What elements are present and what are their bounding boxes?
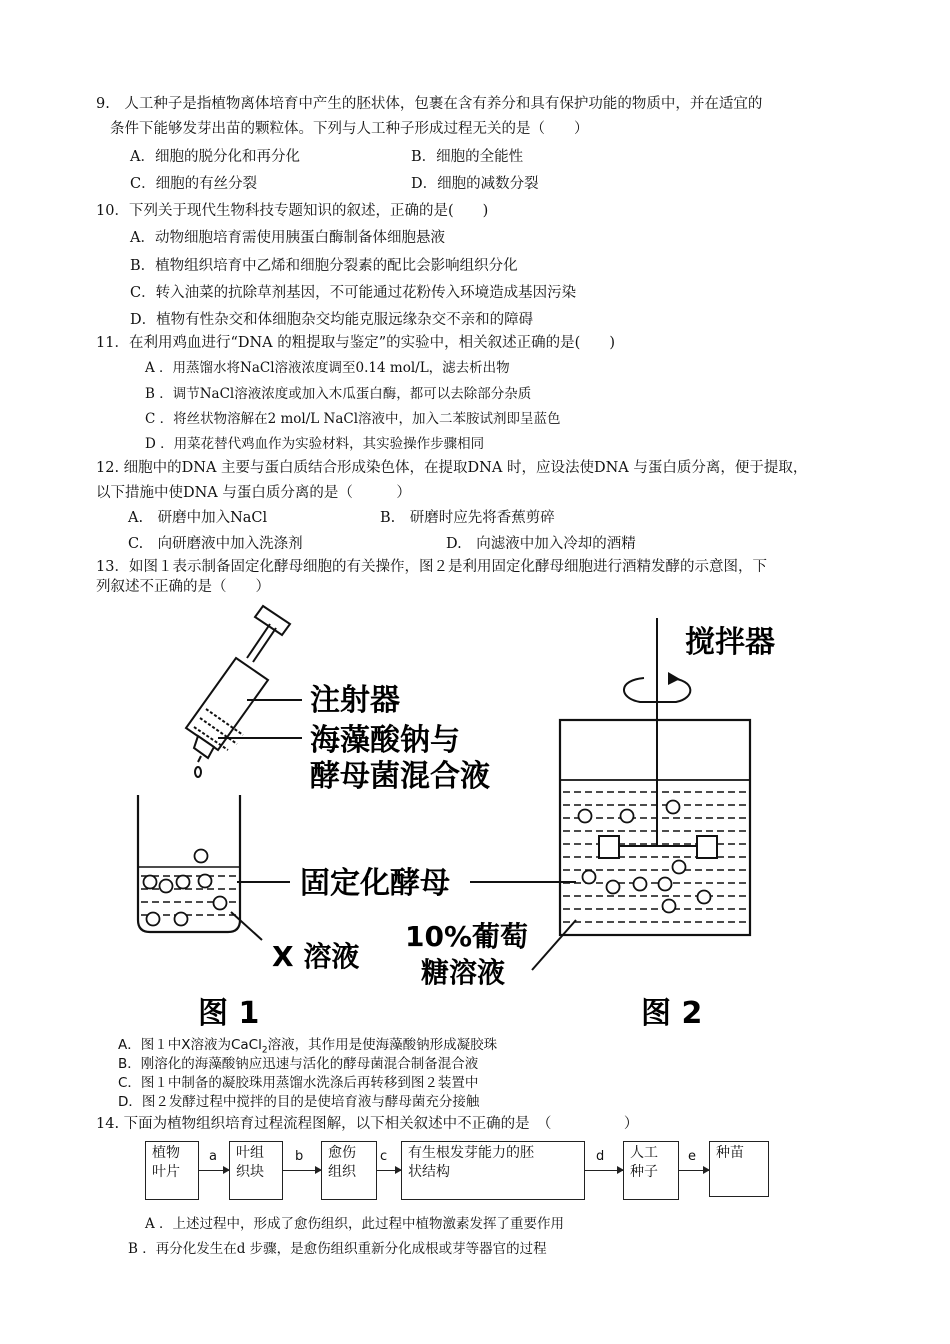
- figure-1-caption: 图 1: [198, 996, 260, 1031]
- q9-stem-line2: 条件下能够发芽出苗的颗粒体。下列与人工种子形成过程无关的是（ ）: [110, 121, 589, 137]
- q9-option-a: A．细胞的脱分化和再分化: [130, 149, 300, 165]
- q11-option-a: A ．用蒸馏水将NaCl溶液浓度调至0.14 mol/L，滤去析出物: [145, 360, 510, 376]
- flow-arrow-b: [283, 1170, 321, 1171]
- q9-stem-line1: 9. 人工种子是指植物离体培育中产生的胚状体，包裹在含有养分和具有保护功能的物质中，并在适宜的: [96, 96, 763, 112]
- q12-option-a: A. 研磨中加入NaCl: [128, 510, 268, 526]
- flow-box-embryoid: 有生根发芽能力的胚 状结构: [401, 1141, 585, 1200]
- q14-option-a: A ．上述过程中，形成了愈伤组织，此过程中植物激素发挥了重要作用: [145, 1216, 565, 1232]
- flow-arrow-d: [585, 1170, 623, 1171]
- q11-stem: 11．在利用鸡血进行“DNA 的粗提取与鉴定”的实验中，相关叙述正确的是( ): [96, 335, 615, 351]
- q10-option-a: A．动物细胞培育需使用胰蛋白酶制备体细胞悬液: [130, 230, 445, 246]
- figure-2-caption: 图 2: [641, 996, 703, 1031]
- label-mixture-line1: 海藻酸钠与: [310, 723, 460, 758]
- flow-box-artificial-seed: 人工 种子: [623, 1141, 679, 1200]
- q13-option-c: C．图１中制备的凝胶珠用蒸馏水洗涤后再转移到图２装置中: [118, 1075, 479, 1091]
- flow-label-c: c: [380, 1149, 388, 1164]
- q10-stem: 10．下列关于现代生物科技专题知识的叙述，正确的是( ): [96, 203, 489, 219]
- syringe-illustration: [186, 606, 290, 777]
- flow-arrow-e: [679, 1170, 709, 1171]
- q12-stem-line2: 以下措施中使DNA 与蛋白质分离的是（ ）: [96, 485, 411, 501]
- q10-option-d: D．植物有性杂交和体细胞杂交均能克服远缘杂交不亲和的障碍: [130, 312, 534, 328]
- q12-option-c: C. 向研磨液中加入洗涤剂: [128, 536, 303, 552]
- q9-option-c: C．细胞的有丝分裂: [130, 176, 258, 192]
- flow-arrow-c: [377, 1170, 401, 1171]
- q13-stem-line1: 13．如图１表示制备固定化酵母细胞的有关操作，图２是利用固定化酵母细胞进行酒精发酵的示意图，下: [96, 559, 767, 575]
- q14-stem: 14. 下面为植物组织培育过程流程图解，以下相关叙述中不正确的是 （ ）: [96, 1116, 639, 1132]
- q14-option-b: B ．再分化发生在d 步骤，是愈伤组织重新分化成根或芽等器官的过程: [128, 1241, 547, 1257]
- q11-option-c: C ．将丝状物溶解在2 mol/L NaCl溶液中，加入二苯胺试剂即呈蓝色: [145, 411, 561, 427]
- q12-option-b: B. 研磨时应先将香蕉剪碎: [380, 510, 555, 526]
- flow-label-a: a: [209, 1149, 217, 1164]
- label-glucose-line1: 10%葡萄: [405, 920, 529, 953]
- q10-option-b: B．植物组织培育中乙烯和细胞分裂素的配比会影响组织分化: [130, 258, 518, 274]
- label-x-solution: X 溶液: [272, 940, 360, 973]
- beaker-illustration: [138, 795, 240, 932]
- q12-option-d: D. 向滤液中加入冷却的酒精: [446, 536, 636, 552]
- flow-label-e: e: [688, 1149, 696, 1164]
- q10-option-c: C．转入油菜的抗除草剂基因，不可能通过花粉传入环境造成基因污染: [130, 285, 577, 301]
- label-stirrer: 搅拌器: [685, 625, 775, 660]
- label-syringe: 注射器: [310, 683, 400, 718]
- label-glucose-line2: 糖溶液: [421, 956, 506, 989]
- q9-option-b: B．细胞的全能性: [411, 149, 524, 165]
- flow-label-b: b: [295, 1149, 304, 1164]
- flow-label-d: d: [596, 1149, 605, 1164]
- flow-box-leaf: 植物 叶片: [145, 1141, 199, 1200]
- flow-box-callus: 愈伤 组织: [321, 1141, 377, 1200]
- label-mixture-line2: 酵母菌混合液: [310, 759, 490, 794]
- q13-stem-line2: 列叙述不正确的是（ ）: [96, 579, 270, 595]
- flow-box-tissue-block: 叶组 织块: [229, 1141, 283, 1200]
- flow-box-seedling: 种苗: [709, 1141, 769, 1197]
- q11-option-d: D ．用菜花替代鸡血作为实验材料，其实验操作步骤相同: [145, 436, 485, 452]
- fermenter-illustration: [560, 618, 750, 935]
- flow-arrow-a: [199, 1170, 229, 1171]
- q11-option-b: B ．调节NaCl溶液浓度或加入木瓜蛋白酶，都可以去除部分杂质: [145, 386, 532, 402]
- label-immobilized-yeast: 固定化酵母: [300, 866, 450, 901]
- q13-option-b: B．刚溶化的海藻酸钠应迅速与活化的酵母菌混合制备混合液: [118, 1056, 479, 1072]
- q13-figure: [0, 600, 950, 1035]
- q9-option-d: D．细胞的减数分裂: [411, 176, 539, 192]
- q13-option-d: D．图２发酵过程中搅拌的目的是使培育液与酵母菌充分接触: [118, 1094, 480, 1110]
- q13-option-a: A．图１中X溶液为CaCl$_2$溶液，其作用是使海藻酸钠形成凝胶珠: [118, 1037, 498, 1056]
- q12-stem-line1: 12. 细胞中的DNA 主要与蛋白质结合形成染色体，在提取DNA 时，应设法使DNA 与蛋白质分离，便于提取，: [96, 460, 808, 476]
